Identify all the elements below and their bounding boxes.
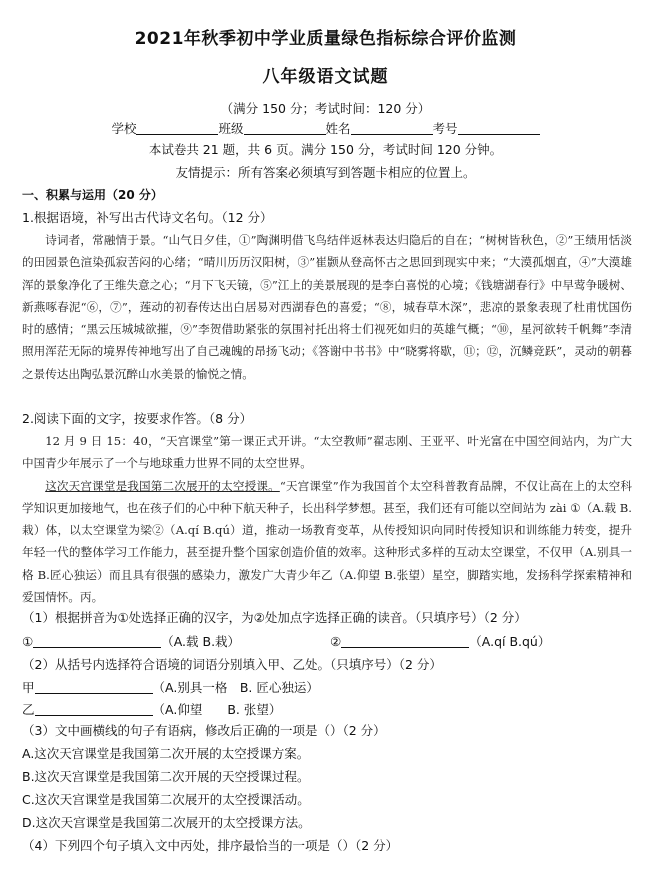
q2-paragraph-2-rest: “天宫课堂”作为我国首个太空科普教育品牌，不仅让高在上的太空科学知识更加接地气，也在孩子们的心中种下航天种子，长出科学梦想。甚至，我们还有可能以空间站为 zài ①（A.载 B.栽）体，以太空课堂为梁②（A.qí B.qú）道，推动一场教育变革，从传授知识向同时传授知识和训练能力转变，提升年轻一代的整体学习工作能力，甚至提升整个国家创造价值的效率。这种形式多样的互动太空课堂，不仅甲（A.别具一格 B.匠心独运）而且具有很强的感染力，激发广大青少年乙（A.仰望 B.张望）星空，脚踏实地，发扬科学探索精神和爱国情怀。丙。 — [22, 478, 632, 605]
field-class-label: 班级 — [218, 121, 244, 136]
field-id-label: 考号 — [432, 121, 458, 136]
class-blank[interactable] — [244, 122, 326, 135]
q1-prompt: 1.根据语境，补写出古代诗文名句。（12 分） — [22, 210, 273, 225]
q2-sub4-prompt: （4）下列四个句子填入文中丙处，排序最恰当的一项是（）（2 分） — [22, 838, 399, 853]
section-heading: 一、积累与运用（20 分） — [22, 188, 163, 202]
sub1-a-label: ① — [22, 634, 34, 649]
q2-paragraph-1: 12 月 9 日 15：40，“天宫课堂”第一课正式开讲。“太空教师”翟志刚、王亚平、叶光富在中国空间站内，为广大中国青少年展示了一个与地球重力世界不同的太空世界。 — [22, 434, 632, 471]
q1-passage-block — [22, 229, 632, 385]
sub1-a-options: （A.载 B.栽） — [161, 634, 241, 649]
sub1-b-blank[interactable] — [341, 635, 469, 648]
sub3-option-d: D.这次天宫课堂是我国第二次展开的太空授课方法。 — [22, 815, 311, 830]
q2-passage-block — [22, 430, 632, 608]
q1-passage: 诗词者，常融情于景。“山气日夕佳，①”陶渊明借飞鸟结伴返林表达归隐后的自在；“树树皆秋色，②”王绩用恬淡的田园景色渲染孤寂苦闷的心绪；“晴川历历汉阳树，③”崔颢从登高怀古之思回到现实中来；“大漠孤烟直，④”大漠雄浑的景象净化了王维失意之心；“月下飞天镜，⑤”江上的美景展现的是李白喜悦的心境；《钱塘湖春行》中早莺争暖树、新燕啄春泥“⑥，⑦”，莲动的初春传达出白居易对西湖春色的喜爱；“⑧，城春草木深”，悲凉的景象表现了杜甫忧国伤时的感情；“黑云压城城欲摧，⑨”李贺借助紧张的氛围衬托出将士们视死如归的英雄气概；“⑩，星河欲转千帆舞”李清照用浑茫无际的境界传神地写出了自己魂魄的昂扬飞动；《答谢中书书》中“晓雾将歇，⑪；⑫，沉鳞竞跃”，灵动的朝暮之景传达出陶弘景沉醉山水美景的愉悦之情。 — [22, 233, 632, 381]
sub1-a-blank[interactable] — [33, 635, 161, 648]
field-school-label: 学校 — [111, 121, 137, 136]
student-info-fields — [0, 119, 651, 137]
exam-subtitle: 八年级语文试题 — [262, 67, 389, 87]
sub2-b-label: 乙 — [22, 702, 35, 717]
sub2-a-options: （A.别具一格 B. 匠心独运） — [152, 680, 319, 695]
sub1-b-label: ② — [330, 634, 342, 649]
sub2-b-blank[interactable] — [35, 703, 153, 716]
q2-sub2-prompt: （2）从括号内选择符合语境的词语分别填入甲、乙处。（只填序号）（2 分） — [22, 657, 442, 672]
q2-sub2-row-jia — [22, 678, 319, 696]
sub1-b-options: （A.qí B.qú） — [469, 634, 551, 649]
q2-prompt: 2.阅读下面的文字，按要求作答。（8 分） — [22, 411, 253, 426]
sub3-option-c: C.这次天宫课堂是我国第二次展开的太空授课活动。 — [22, 792, 310, 807]
q2-sub1-answer-row — [22, 632, 550, 650]
q2-paragraph-2 — [22, 475, 632, 609]
score-time-line: （满分 150 分；考试时间：120 分） — [220, 101, 431, 116]
sub2-a-label: 甲 — [22, 680, 35, 695]
id-blank[interactable] — [458, 122, 540, 135]
sub3-option-a: A.这次天宫课堂是我国第二次开展的太空授课方案。 — [22, 746, 310, 761]
q2-sub1-prompt: （1）根据拼音为①处选择正确的汉字，为②处加点字选择正确的读音。（只填序号）（2 分） — [22, 610, 527, 625]
sub2-b-options: （A.仰望 B. 张望） — [152, 702, 282, 717]
school-blank[interactable] — [136, 122, 218, 135]
field-name-label: 姓名 — [325, 121, 351, 136]
name-blank[interactable] — [351, 122, 433, 135]
exam-info-line: 本试卷共 21 题，共 6 页。满分 150 分，考试时间 120 分钟。 — [148, 142, 503, 157]
q2-sub3-prompt: （3）文中画横线的句子有语病，修改后正确的一项是（）（2 分） — [22, 723, 386, 738]
sub2-a-blank[interactable] — [35, 681, 153, 694]
exam-title: 2021年秋季初中学业质量绿色指标综合评价监测 — [134, 29, 517, 49]
q2-sub2-row-yi — [22, 700, 281, 718]
sub3-option-b: B.这次天宫课堂是我国第二次开展的天空授课过程。 — [22, 769, 310, 784]
friendly-tip: 友情提示：所有答案必须填写到答题卡相应的位置上。 — [175, 165, 476, 180]
underlined-sentence: 这次天宫课堂是我国第二次展开的太空授课。 — [45, 478, 280, 493]
